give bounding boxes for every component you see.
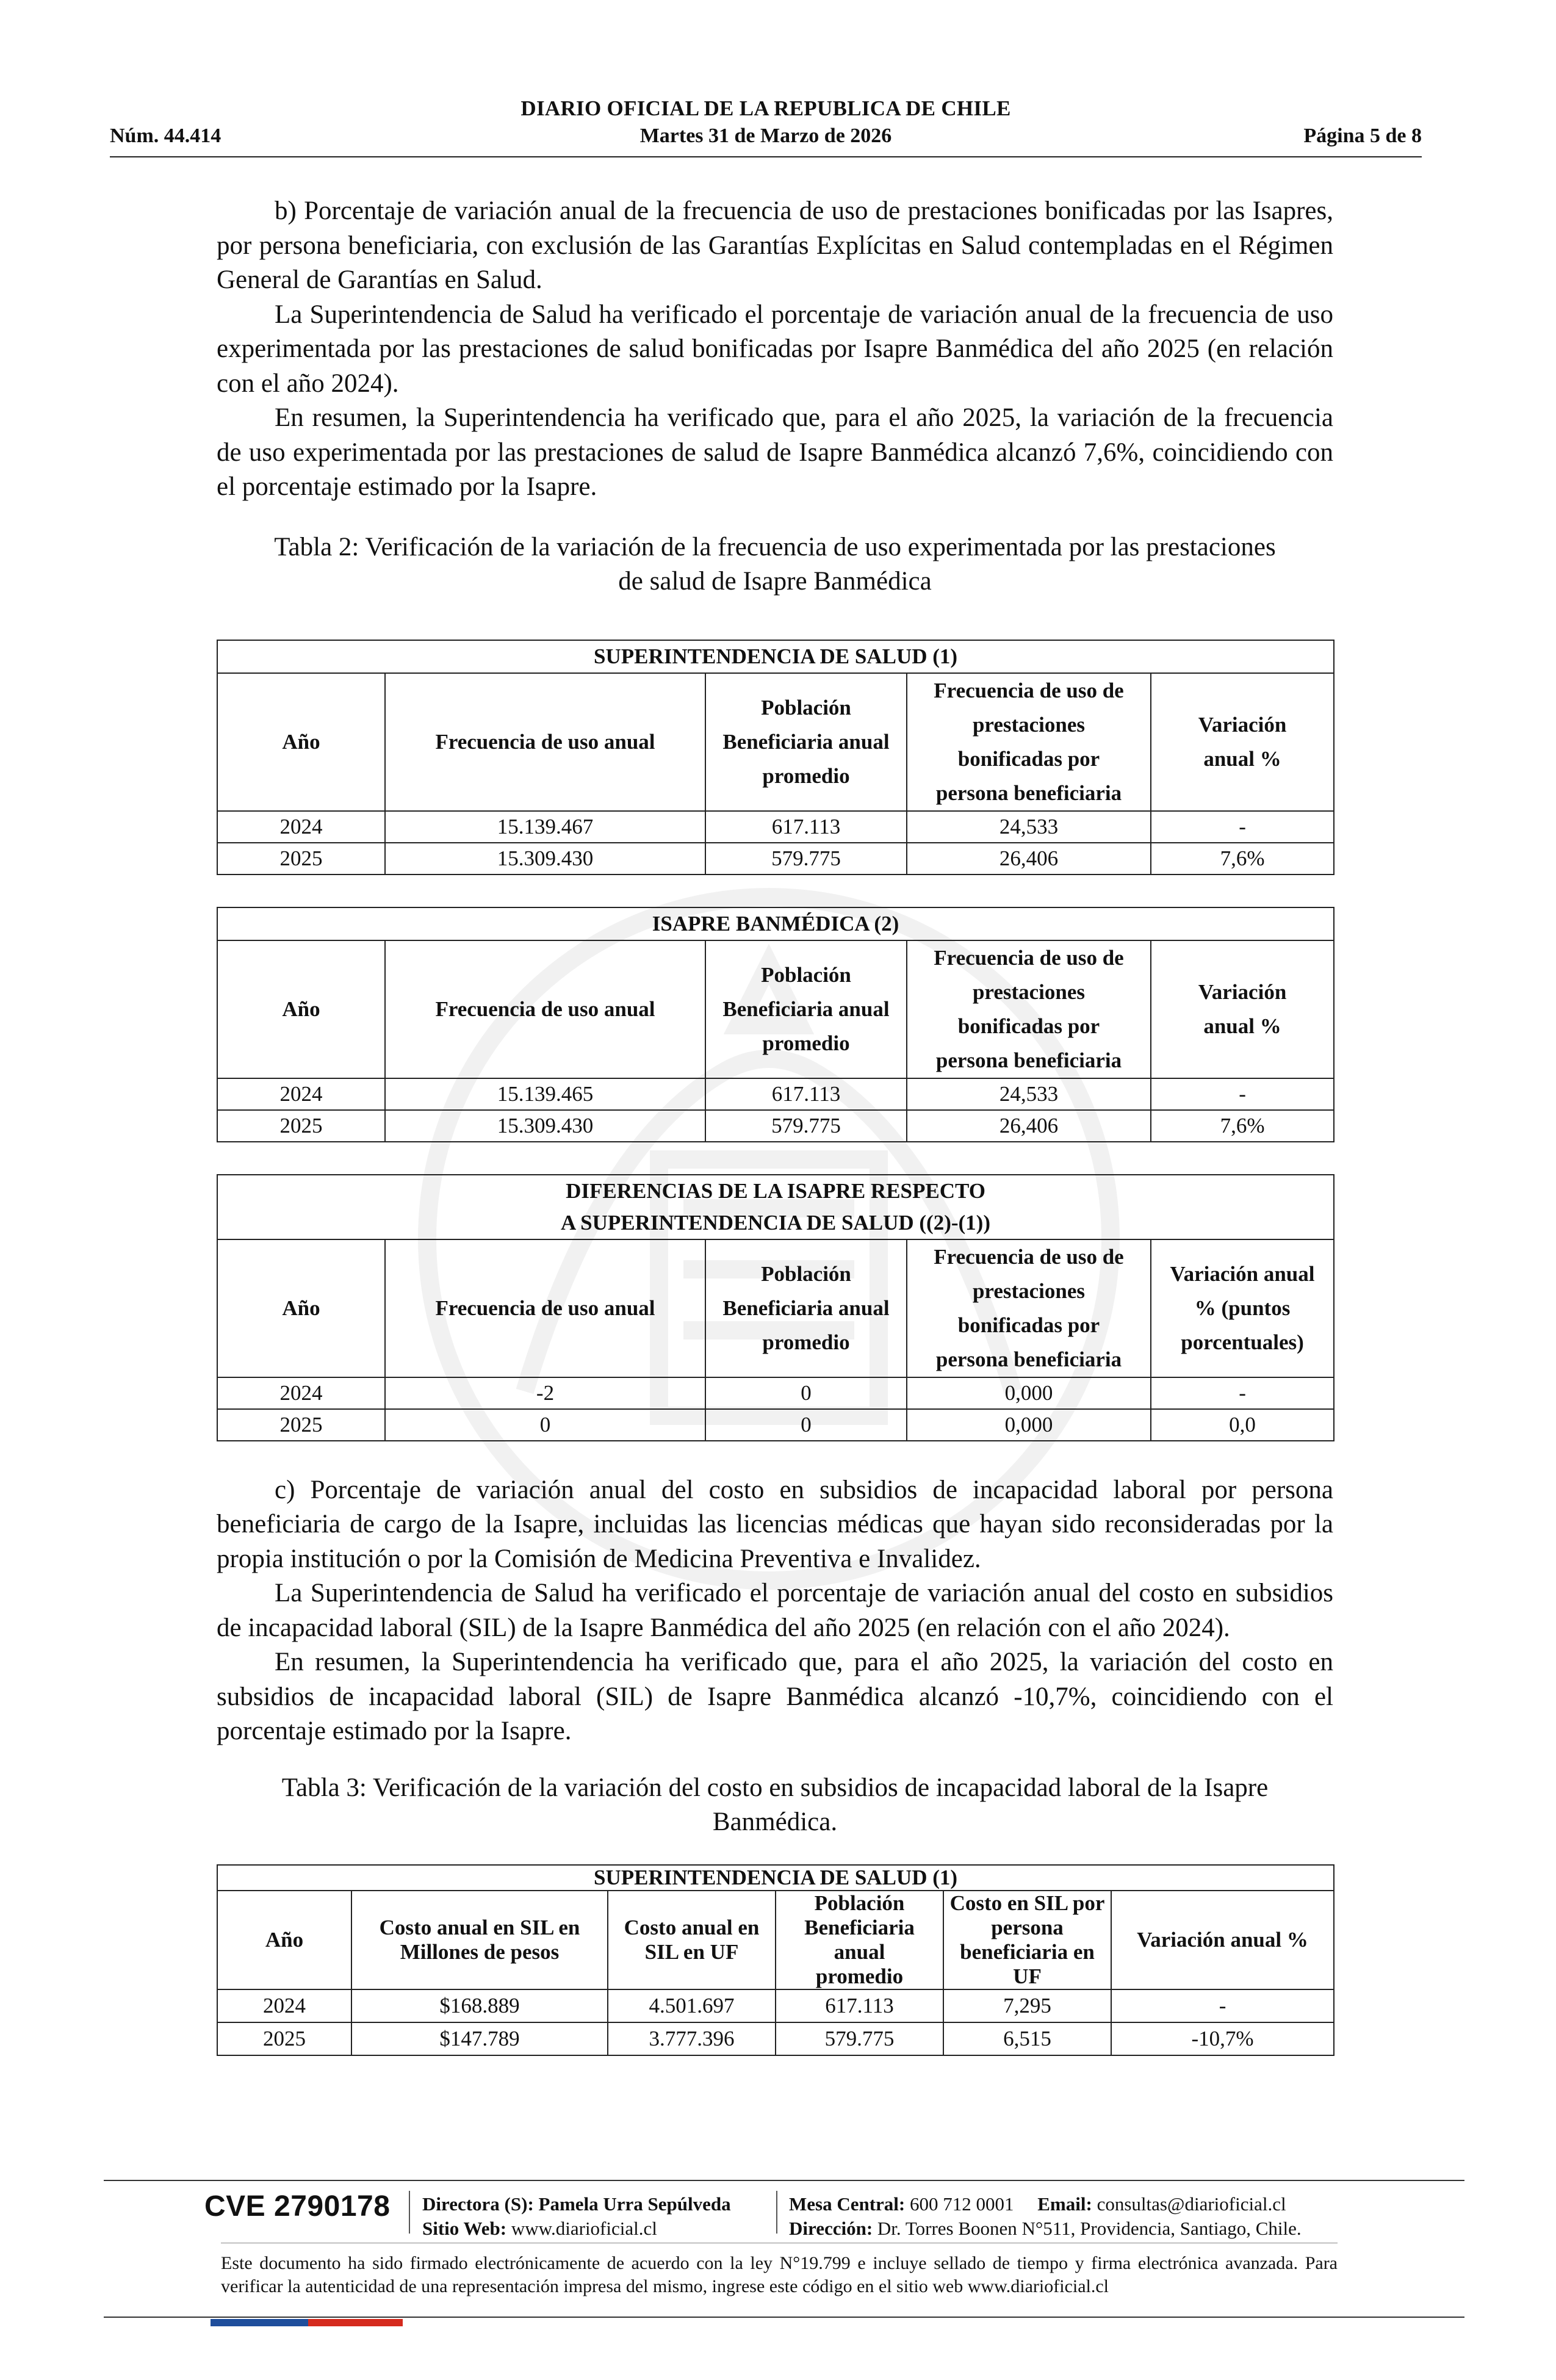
table-cell: 0,000 [907,1377,1151,1409]
t2-col-frequency-per-person: Frecuencia de uso de prestaciones bonificadas por persona beneficiaria [907,940,1151,1078]
t3-col-cost-uf: Costo anual en SIL en UF [608,1891,776,1989]
table3-caption-line1: Tabla 3: Verificación de la variación del costo en subsidios de incapacidad laboral de la Isapre [281,1773,1269,1802]
t2-col-frequency-per-person: Frecuencia de uso de prestaciones bonificadas por persona beneficiaria [907,673,1151,811]
table2-block-2 [217,907,1334,1142]
issue-number: Núm. 44.414 [110,124,222,147]
table-cell: 579.775 [705,843,907,874]
footer-separator [409,2191,410,2234]
table3-title: SUPERINTENDENCIA DE SALUD (1) [217,1865,1334,1891]
t3-col-cost-per-person: Costo en SIL por persona beneficiaria en UF [943,1891,1111,1989]
table-row [217,1078,1334,1110]
table-row [217,1409,1334,1441]
section-c-paragraph: La Superintendencia de Salud ha verificado el porcentaje de variación anual del costo en subsidios de incapacidad laboral (SIL) de la Isapre Banmédica del año 2025 (en relación con el año 2024). [217,1579,1333,1642]
t3-col-variation: Variación anual % [1111,1891,1334,1989]
table-cell: 0 [385,1409,705,1441]
document-body [217,194,1333,2056]
table-cell: 26,406 [907,843,1151,874]
table-cell: 617.113 [705,1078,907,1110]
website-link[interactable]: www.diarioficial.cl [511,2218,657,2239]
footer-contact-block: Mesa Central: 600 712 0001 Email: consultas@diarioficial.cl Dirección: Dr. Torres Boonen N°511, Providencia, Santiago, Chile. [789,2193,1302,2239]
table2-block-title: DIFERENCIAS DE LA ISAPRE RESPECTO A SUPERINTENDENCIA DE SALUD ((2)-(1)) [217,1175,1334,1239]
table-cell: - [1151,1078,1334,1110]
table2-block-1 [217,640,1334,875]
table2-header-row [217,1239,1334,1377]
section-b-summary: En resumen, la Superintendencia ha verificado que, para el año 2025, la variación de la frecuencia de uso experimentada por las prestaciones de salud de Isapre Banmédica alcanzó 7,6%, coincidiendo con el porcentaje estimado por la Isapre. [217,403,1333,501]
table-cell: - [1151,811,1334,843]
table-cell: 0,000 [907,1409,1151,1441]
table-cell: -2 [385,1377,705,1409]
table-row: 2024 $168.889 4.501.697 617.113 7,295 - [217,1989,1334,2022]
t2-col-population: Población Beneficiaria anual promedio [705,673,907,811]
address: Dr. Torres Boonen N°511, Providencia, Santiago, Chile. [877,2218,1302,2239]
table-row [217,811,1334,843]
table-cell: 2025 [217,1110,385,1142]
flag-blue-segment [211,2319,308,2326]
table-cell: 15.309.430 [385,1110,705,1142]
table-cell: 24,533 [907,1078,1151,1110]
flag-red-segment [308,2319,403,2326]
table-cell: 7,6% [1151,1110,1334,1142]
header-divider [110,156,1422,157]
table-cell: 26,406 [907,1110,1151,1142]
table-row: 2025 $147.789 3.777.396 579.775 6,515 -10,7% [217,2022,1334,2055]
footer-separator [776,2191,777,2234]
publication-title: DIARIO OFICIAL DE LA REPUBLICA DE CHILE [520,96,1011,120]
t3-col-cost-mm: Costo anual en SIL en Millones de pesos [351,1891,608,1989]
table-cell: 24,533 [907,811,1151,843]
footer-director-block: Directora (S): Pamela Urra Sepúlveda Sitio Web: www.diarioficial.cl [422,2193,731,2239]
table-cell: 0 [705,1377,907,1409]
table2-block-title: SUPERINTENDENCIA DE SALUD (1) [217,640,1334,673]
email-link[interactable]: consultas@diarioficial.cl [1097,2193,1286,2215]
page-number: Página 5 de 8 [1303,124,1422,147]
table2-block-title: ISAPRE BANMÉDICA (2) [217,907,1334,940]
section-c-summary: En resumen, la Superintendencia ha verificado que, para el año 2025, la variación del costo en subsidios de incapacidad laboral (SIL) de Isapre Banmédica alcanzó -10,7%, coincidiendo con el porcentaje estimado por la Isapre. [217,1648,1333,1745]
table-cell: 579.775 [705,1110,907,1142]
table2-caption-line1: Tabla 2: Verificación de la variación de la frecuencia de uso experimentada por las prestaciones [274,532,1276,561]
t3-col-year: Año [217,1891,351,1989]
t2-col-variation: Variación anual % [1151,940,1334,1078]
table-cell: 7,6% [1151,843,1334,874]
legal-notice: Este documento ha sido firmado electrónicamente de acuerdo con la ley N°19.799 e incluye sellado de tiempo y firma electrónica avanzada. Para verificar la autenticidad de una representación impresa del mismo, ingrese este código en el sitio web www.diarioficial.cl [221,2253,1338,2296]
t2-col-frequency: Frecuencia de uso anual [385,1239,705,1377]
section-b-heading: b) Porcentaje de variación anual de la frecuencia de uso de prestaciones bonificadas por las Isapres, por persona beneficiaria, con exclusión de las Garantías Explícitas en Salud contempladas en el Régimen General de Garantías en Salud. [217,197,1333,294]
t2-col-frequency-per-person: Frecuencia de uso de prestaciones bonificadas por persona beneficiaria [907,1239,1151,1377]
table2-caption [217,530,1333,599]
table3-caption [217,1771,1333,1840]
table-cell: 2024 [217,1377,385,1409]
table-cell: 617.113 [705,811,907,843]
phone-number: 600 712 0001 [910,2193,1014,2215]
t2-col-variation: Variación anual % [1151,673,1334,811]
table-cell: 2024 [217,811,385,843]
t2-col-frequency: Frecuencia de uso anual [385,673,705,811]
chile-flag-stripe [211,2319,403,2326]
director-name: Pamela Urra Sepúlveda [538,2193,731,2215]
cve-code: CVE 2790178 [204,2190,391,2223]
table3 [217,1864,1334,2056]
table3-header-row [217,1891,1334,1989]
table-row [217,843,1334,874]
t2-col-population: Población Beneficiaria anual promedio [705,940,907,1078]
table-cell: - [1151,1377,1334,1409]
table-cell: 2025 [217,843,385,874]
table2-container [217,599,1333,1441]
table-cell: 15.139.467 [385,811,705,843]
table3-caption-line2: Banmédica. [712,1808,838,1836]
table-cell: 15.139.465 [385,1078,705,1110]
table-row [217,1110,1334,1142]
table2-header-row [217,673,1334,811]
table-cell: 15.309.430 [385,843,705,874]
table-cell: 0 [705,1409,907,1441]
issue-date: Martes 31 de Marzo de 2026 [639,124,892,147]
t2-col-frequency: Frecuencia de uso anual [385,940,705,1078]
footer-divider-top [104,2180,1464,2181]
table-cell: 2024 [217,1078,385,1110]
table-cell: 0,0 [1151,1409,1334,1441]
table-cell: 2025 [217,1409,385,1441]
t2-col-year: Año [217,673,385,811]
t3-col-population: Población Beneficiaria anual promedio [776,1891,943,1989]
table2-header-row [217,940,1334,1078]
footer-divider-bottom [104,2317,1464,2318]
page-header [110,92,1422,159]
table-row [217,1377,1334,1409]
t2-col-population: Población Beneficiaria anual promedio [705,1239,907,1377]
table2-caption-line2: de salud de Isapre Banmédica [618,567,932,596]
t2-col-year: Año [217,1239,385,1377]
t2-col-variation: Variación anual % (puntos porcentuales) [1151,1239,1334,1377]
section-c-heading: c) Porcentaje de variación anual del costo en subsidios de incapacidad laboral por persona beneficiaria de cargo de la Isapre, incluidas las licencias médicas que hayan sido reconsideradas por la propia institución o por la Comisión de Medicina Preventiva e Invalidez. [217,1475,1333,1573]
table2-block-3 [217,1174,1334,1441]
t2-col-year: Año [217,940,385,1078]
section-b-paragraph: La Superintendencia de Salud ha verificado el porcentaje de variación anual de la frecuencia de uso experimentada por las prestaciones de salud bonificadas por Isapre Banmédica del año 2025 (en relación con el año 2024). [217,300,1333,398]
